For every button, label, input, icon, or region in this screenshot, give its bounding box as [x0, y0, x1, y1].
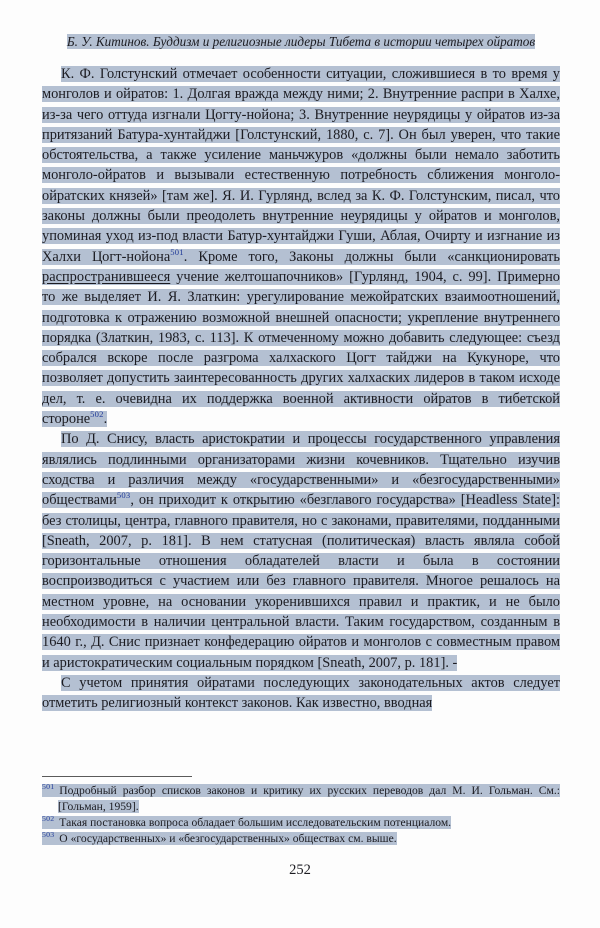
footnote-ref-502[interactable]: 502	[90, 409, 104, 420]
footnotes-section	[42, 776, 560, 847]
paragraph-1	[42, 64, 560, 429]
page-number: 252	[289, 862, 311, 878]
paragraph-2	[42, 429, 560, 673]
footnote-ref-501[interactable]: 501	[170, 246, 184, 257]
text-run: .	[103, 411, 108, 428]
running-header-text: Б. У. Китинов. Буддизм и религиозные лидеры Тибета в истории четырех ойратов	[66, 34, 536, 49]
text-run: По Д. Снису, власть аристократии и процессы государственного управления являлись подлинными организаторами жизни кочевников. Тщательно изучив сходства и различия между «государственными» и «безгосударственными» обществами	[42, 431, 560, 509]
paragraph-3	[42, 673, 560, 714]
footnote-502	[42, 815, 560, 831]
text-run: К. Ф. Голстунский отмечает особенности ситуации, сложившиеся в то время у монголов и ойратов: 1. Долгая вражда между ними; 2. Внутренние распри в Халхе, из-за чего оттуда изгнали Цогту-нойона; 3. Внутренние неурядицы у ойратов из-за притязаний Батура-хунтайджи [Голстунский, 1880, с. 7]. Он был уверен, что такие обстоятельства, а также усиление маньчжуров «должны были немало заботить монголо-ойратов и вызывали естественную потребность сближения монголо-ойратских князей» [там же]. Я. И. Гурлянд, вслед за К. Ф. Голстунским, писал, что законы должны были преодолеть внутренние неурядицы у ойратов и монголов, упоминая уход из-под власти Батур-хунтайджи Гуши, Аблая, Очирту и изгнание из Халхи Цогт-нойона	[42, 66, 560, 265]
text-run: , он приходит к открытию «безглавого государства» [Headless State]: без столицы, центра, главного правителя, но с законами, правителями, подданными [Sneath, 2007, p. 181]. В нем статусная (политическая) власть являла собой горизонтальные отношения обладателей власти и была в состоянии воспроизводиться с участием или без главного правителя. Многое решалось на местном уровне, на основании укоренившихся правил и практик, и не было необходимости в наличии центральной власти. Таким государством, созданным в 1640 г., Д. Снис признает конфедерацию ойратов и монголов с совместным правом и аристократическим социальным порядком [Sneath, 2007, p. 181]. -	[42, 492, 560, 671]
page-body	[42, 64, 560, 714]
footnote-text: О «государственных» и «безгосударственных» обществах см. выше.	[59, 832, 397, 845]
footnote-separator	[42, 776, 192, 777]
footnote-503	[42, 831, 560, 847]
footnote-text: Подробный разбор списков законов и критику их русских переводов дал М. И. Гольман. См.: [Гольман, 1959].	[58, 784, 560, 813]
footnote-marker: 503	[42, 830, 55, 840]
underlined-text: распространившееся	[42, 268, 171, 285]
text-run: С учетом принятия ойратами последующих законодательных актов следует отметить религиозный контекст законов. Как известно, вводная	[42, 674, 560, 712]
text-run: . Кроме того, Законы должны были «санкционировать	[183, 248, 560, 265]
footnote-marker: 501	[42, 782, 55, 792]
footnote-501	[42, 783, 560, 815]
footnote-marker: 502	[42, 814, 55, 824]
footnote-ref-503[interactable]: 503	[116, 490, 131, 501]
footnote-text: Такая постановка вопроса обладает большим исследовательским потенциалом.	[59, 816, 452, 829]
running-header	[42, 33, 560, 50]
text-run: учение желтошапочников» [Гурлянд, 1904, с. 99]. Примерно то же выделяет И. Я. Златкин: урегулирование межойратских взаимоотношений, подготовка к отражению возможной внешней опасности; укрепление внутреннего порядка (Златкин, 1983, с. 113]. К отмеченному можно добавить следующее: съезд собрался вскоре после разгрома халхаского Цогт тайджи на Кукуноре, что позволяет допустить заинтересованность других халхаских лидеров в таком исходе дел, т. е. очевидна их поддержка военной активности ойратов в тибетской стороне	[42, 268, 560, 428]
